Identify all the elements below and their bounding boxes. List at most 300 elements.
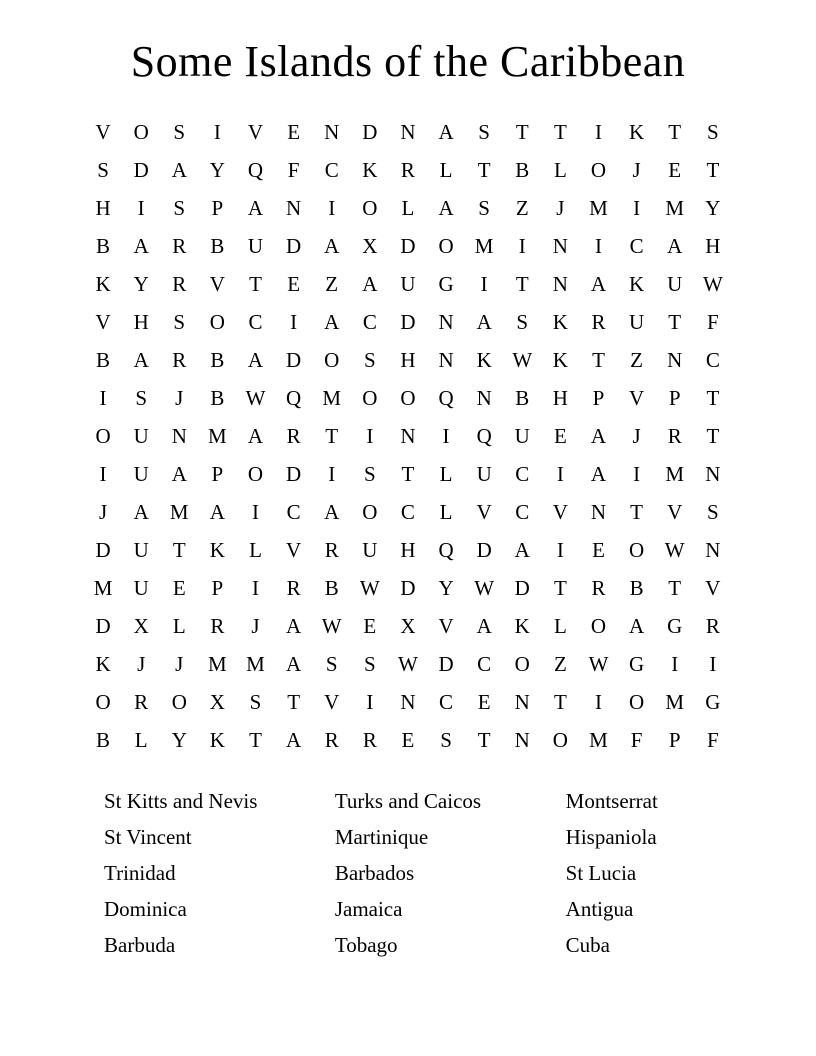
grid-cell: D [400, 234, 416, 258]
table-row [84, 113, 732, 151]
grid-cell: T [668, 576, 682, 600]
grid-cell: M [665, 690, 685, 714]
grid-cell: O [362, 386, 378, 410]
word-list [58, 783, 758, 963]
grid-cell: E [363, 614, 377, 638]
grid-cell: I [251, 576, 259, 600]
grid-cell: C [248, 310, 263, 334]
grid-cell: D [400, 310, 416, 334]
grid-cell: O [95, 690, 111, 714]
grid-cell: F [287, 158, 300, 182]
grid-cell: P [668, 728, 681, 752]
page-title: Some Islands of the Caribbean [130, 37, 686, 86]
grid-cell: O [133, 120, 149, 144]
grid-cell: O [552, 728, 568, 752]
grid-cell: C [400, 500, 415, 524]
grid-cell: I [328, 462, 336, 486]
grid-cell: P [592, 386, 605, 410]
grid-cell: H [400, 348, 416, 372]
grid-cell: W [321, 614, 342, 638]
grid-cell: U [362, 538, 378, 562]
list-item: Turks and Caicos [334, 789, 482, 813]
grid-cell: S [363, 462, 376, 486]
grid-cell: L [439, 500, 453, 524]
grid-cell: V [438, 614, 454, 638]
grid-cell: R [286, 576, 301, 600]
grid-cell: D [476, 538, 492, 562]
grid-cell: J [556, 196, 565, 220]
grid-cell: T [630, 500, 643, 524]
grid-cell: L [439, 158, 453, 182]
grid-cell: V [476, 500, 492, 524]
grid-cell: T [172, 538, 186, 562]
grid-cell: P [668, 386, 681, 410]
grid-cell: R [172, 348, 187, 372]
table-row [84, 227, 732, 265]
grid-cell: S [707, 120, 719, 144]
grid-cell: A [286, 728, 302, 752]
grid-cell: B [210, 348, 225, 372]
grid-cell: A [476, 614, 492, 638]
grid-cell: Y [705, 196, 721, 220]
grid-cell: N [324, 120, 340, 144]
grid-cell: N [705, 462, 721, 486]
grid-cell: A [362, 272, 378, 296]
grid-cell: Q [438, 386, 454, 410]
grid-cell: A [286, 614, 302, 638]
grid-cell: A [324, 310, 340, 334]
grid-cell: K [95, 272, 111, 296]
grid-cell: E [401, 728, 415, 752]
grid-cell: K [209, 728, 225, 752]
grid-cell: B [96, 728, 111, 752]
list-item: Trinidad [104, 861, 176, 885]
grid-cell: S [478, 196, 490, 220]
grid-cell: I [328, 196, 336, 220]
grid-cell: D [95, 538, 111, 562]
grid-cell: I [99, 386, 107, 410]
grid-cell: Q [476, 424, 492, 448]
grid-cell: P [211, 462, 224, 486]
grid-cell: P [211, 196, 224, 220]
grid-cell: C [324, 158, 339, 182]
grid-cell: L [172, 614, 186, 638]
grid-cell: T [668, 310, 682, 334]
grid-cell: R [591, 310, 606, 334]
grid-cell: L [401, 196, 415, 220]
grid-cell: V [286, 538, 302, 562]
grid-cell: I [366, 690, 374, 714]
grid-cell: A [324, 234, 340, 258]
grid-cell: A [590, 272, 607, 296]
grid-cell: U [629, 310, 645, 334]
grid-cell: O [362, 196, 378, 220]
grid-cell: T [515, 120, 529, 144]
grid-cell: Q [286, 386, 302, 410]
grid-cell: I [251, 500, 259, 524]
grid-cell: V [552, 500, 568, 524]
list-item: St Lucia [565, 861, 637, 885]
grid-cell: D [286, 234, 302, 258]
grid-cell: N [400, 690, 416, 714]
grid-cell: N [400, 424, 416, 448]
grid-cell: S [707, 500, 719, 524]
grid-cell: A [171, 462, 187, 486]
grid-cell: M [246, 652, 265, 676]
grid-cell: V [209, 272, 225, 296]
grid-cell: W [588, 652, 609, 676]
grid-cell: A [247, 348, 264, 372]
grid-cell: I [594, 234, 602, 258]
grid-cell: Y [209, 158, 225, 182]
grid-cell: N [552, 234, 568, 258]
grid-cell: C [362, 310, 377, 334]
grid-cell: H [705, 234, 721, 258]
grid-cell: W [245, 386, 266, 410]
word-list-column-3 [566, 783, 758, 963]
grid-cell: N [438, 310, 454, 334]
grid-cell: U [514, 424, 530, 448]
grid-cell: M [474, 234, 494, 258]
grid-cell: E [668, 158, 682, 182]
grid-cell: Y [171, 728, 187, 752]
grid-cell: Z [515, 196, 529, 220]
grid-cell: A [667, 234, 683, 258]
grid-cell: C [439, 690, 454, 714]
table-row [84, 151, 732, 189]
grid-cell: S [249, 690, 262, 714]
grid-cell: A [209, 500, 225, 524]
grid-cell: J [98, 500, 108, 524]
grid-cell: G [629, 652, 645, 676]
grid-cell: T [553, 690, 567, 714]
grid-cell: T [249, 272, 262, 296]
grid-cell: R [324, 538, 339, 562]
table-row [84, 455, 732, 493]
table-row [84, 721, 732, 759]
grid-cell: O [438, 234, 454, 258]
grid-cell: T [401, 462, 415, 486]
grid-cell: Q [247, 158, 264, 182]
grid-cell: S [325, 652, 338, 676]
grid-cell: B [629, 576, 644, 600]
grid-cell: B [210, 386, 225, 410]
grid-cell: S [173, 196, 186, 220]
grid-cell: U [476, 462, 492, 486]
grid-cell: O [629, 690, 645, 714]
grid-cell: I [366, 424, 374, 448]
grid-cell: M [589, 196, 608, 220]
grid-cell: J [251, 614, 260, 638]
grid-cell: D [286, 462, 302, 486]
grid-cell: E [592, 538, 605, 562]
list-item: Montserrat [565, 789, 658, 813]
grid-cell: T [515, 272, 529, 296]
table-row [84, 645, 732, 683]
grid-cell: W [474, 576, 495, 600]
grid-cell: T [249, 728, 262, 752]
grid-cell: O [590, 614, 607, 638]
grid-cell: S [173, 310, 186, 334]
letter-grid [84, 113, 732, 759]
grid-cell: I [709, 652, 717, 676]
grid-cell: P [211, 576, 224, 600]
grid-cell: C [515, 462, 530, 486]
grid-cell: Z [630, 348, 643, 372]
grid-cell: C [286, 500, 301, 524]
grid-cell: I [594, 690, 602, 714]
table-row [84, 303, 732, 341]
grid-cell: S [97, 158, 109, 182]
list-item: Martinique [334, 825, 429, 849]
grid-cell: A [590, 462, 607, 486]
grid-cell: T [592, 348, 605, 372]
grid-cell: R [705, 614, 720, 638]
grid-cell: I [442, 424, 450, 448]
grid-cell: R [286, 424, 301, 448]
table-row [84, 493, 732, 531]
grid-cell: J [175, 386, 184, 410]
grid-cell: J [137, 652, 146, 676]
grid-cell: I [518, 234, 526, 258]
grid-cell: N [552, 272, 568, 296]
grid-cell: I [671, 652, 679, 676]
grid-cell: T [477, 158, 491, 182]
grid-cell: O [514, 652, 530, 676]
grid-cell: S [478, 120, 490, 144]
grid-cell: R [362, 728, 377, 752]
list-item: Cuba [565, 933, 610, 957]
grid-cell: F [707, 728, 719, 752]
table-row [84, 189, 732, 227]
grid-cell: O [590, 158, 607, 182]
grid-cell: K [629, 272, 645, 296]
grid-cell: R [134, 690, 149, 714]
grid-cell: K [209, 538, 225, 562]
grid-cell: O [95, 424, 111, 448]
grid-cell: E [287, 272, 301, 296]
grid-cell: N [667, 348, 683, 372]
grid-cell: X [209, 690, 225, 714]
grid-cell: B [96, 348, 111, 372]
grid-cell: M [665, 462, 685, 486]
list-item: Hispaniola [565, 825, 657, 849]
grid-cell: A [629, 614, 645, 638]
grid-cell: N [400, 120, 416, 144]
grid-cell: G [705, 690, 721, 714]
grid-cell: G [438, 272, 454, 296]
grid-cell: O [362, 500, 378, 524]
grid-cell: M [93, 576, 113, 600]
grid-cell: D [95, 614, 111, 638]
grid-cell: A [247, 196, 264, 220]
grid-cell: D [286, 348, 302, 372]
grid-cell: N [590, 500, 607, 524]
grid-cell: D [362, 120, 378, 144]
grid-cell: T [706, 158, 720, 182]
grid-cell: E [477, 690, 491, 714]
grid-cell: K [95, 652, 111, 676]
grid-cell: Y [438, 576, 454, 600]
grid-cell: K [476, 348, 492, 372]
word-list-column-2 [335, 783, 566, 963]
grid-cell: A [514, 538, 530, 562]
grid-cell: K [552, 310, 568, 334]
grid-cell: T [706, 424, 720, 448]
grid-cell: T [325, 424, 339, 448]
grid-cell: I [633, 196, 641, 220]
grid-cell: H [552, 386, 568, 410]
grid-cell: V [667, 500, 683, 524]
grid-cell: Z [553, 652, 567, 676]
grid-cell: W [664, 538, 685, 562]
grid-cell: T [706, 386, 720, 410]
grid-cell: N [705, 538, 721, 562]
grid-cell: N [514, 690, 530, 714]
grid-cell: W [702, 272, 723, 296]
grid-cell: N [476, 386, 492, 410]
grid-cell: O [247, 462, 264, 486]
grid-cell: J [175, 652, 184, 676]
grid-cell: D [133, 158, 149, 182]
grid-cell: D [438, 652, 454, 676]
grid-cell: O [400, 386, 416, 410]
grid-cell: M [322, 386, 342, 410]
grid-cell: F [707, 310, 719, 334]
grid-cell: Q [438, 538, 454, 562]
grid-cell: U [133, 462, 149, 486]
grid-cell: R [210, 614, 225, 638]
table-row [84, 265, 732, 303]
grid-cell: B [515, 386, 530, 410]
grid-cell: U [133, 576, 149, 600]
grid-cell: V [95, 310, 111, 334]
grid-cell: V [95, 120, 111, 144]
grid-cell: I [480, 272, 488, 296]
grid-cell: G [667, 614, 683, 638]
grid-cell: H [400, 538, 416, 562]
grid-cell: J [632, 158, 641, 182]
grid-cell: N [286, 196, 302, 220]
word-list-column-1 [104, 783, 335, 963]
list-item: St Kitts and Nevis [104, 789, 258, 813]
grid-cell: I [633, 462, 641, 486]
grid-cell: M [208, 424, 227, 448]
grid-cell: O [324, 348, 340, 372]
grid-cell: I [99, 462, 107, 486]
grid-cell: A [133, 500, 149, 524]
table-row [84, 569, 732, 607]
grid-cell: D [400, 576, 416, 600]
grid-cell: L [134, 728, 148, 752]
grid-cell: L [249, 538, 262, 562]
grid-cell: M [169, 500, 189, 524]
grid-cell: V [629, 386, 645, 410]
grid-cell: W [398, 652, 418, 676]
grid-cell: S [516, 310, 529, 334]
grid-cell: R [667, 424, 682, 448]
table-row [84, 417, 732, 455]
grid-cell: S [440, 728, 452, 752]
grid-cell: U [400, 272, 416, 296]
grid-cell: O [209, 310, 225, 334]
grid-cell: U [133, 538, 149, 562]
grid-cell: L [553, 614, 567, 638]
table-row [84, 341, 732, 379]
grid-cell: B [96, 234, 111, 258]
grid-cell: I [594, 120, 602, 144]
grid-cell: L [553, 158, 567, 182]
grid-cell: M [208, 652, 227, 676]
grid-cell: N [171, 424, 187, 448]
grid-cell: J [632, 424, 641, 448]
grid-cell: A [324, 500, 340, 524]
grid-cell: Y [133, 272, 149, 296]
grid-cell: A [476, 310, 492, 334]
grid-cell: O [171, 690, 187, 714]
grid-cell: I [137, 196, 145, 220]
grid-cell: M [665, 196, 685, 220]
grid-cell: T [668, 120, 682, 144]
grid-cell: T [553, 576, 567, 600]
grid-cell: R [324, 728, 339, 752]
grid-cell: K [362, 158, 378, 182]
grid-cell: S [363, 348, 376, 372]
grid-cell: A [133, 234, 149, 258]
grid-cell: F [630, 728, 643, 752]
grid-cell: S [135, 386, 147, 410]
list-item: Barbuda [104, 933, 176, 957]
grid-cell: E [287, 120, 301, 144]
letter-grid-body [84, 113, 732, 759]
grid-cell: E [553, 424, 567, 448]
grid-cell: D [514, 576, 530, 600]
grid-cell: N [514, 728, 530, 752]
grid-cell: U [247, 234, 264, 258]
grid-cell: I [556, 462, 564, 486]
grid-cell: S [173, 120, 186, 144]
list-item: Antigua [565, 897, 634, 921]
grid-cell: R [172, 234, 187, 258]
grid-cell: R [172, 272, 187, 296]
grid-cell: H [133, 310, 149, 334]
list-item: St Vincent [104, 825, 192, 849]
grid-cell: T [287, 690, 301, 714]
list-item: Jamaica [334, 897, 403, 921]
grid-cell: X [133, 614, 149, 638]
grid-cell: V [705, 576, 721, 600]
table-row [84, 683, 732, 721]
grid-cell: X [362, 234, 378, 258]
grid-cell: V [247, 120, 264, 144]
list-item: Tobago [334, 933, 398, 957]
grid-cell: U [133, 424, 149, 448]
grid-cell: H [95, 196, 111, 220]
grid-cell: A [286, 652, 302, 676]
grid-cell: W [512, 348, 533, 372]
grid-cell: Z [325, 272, 339, 296]
grid-cell: V [324, 690, 340, 714]
grid-cell: B [515, 158, 530, 182]
grid-cell: W [359, 576, 380, 600]
grid-cell: R [400, 158, 415, 182]
grid-cell: U [667, 272, 683, 296]
grid-cell: I [290, 310, 298, 334]
table-row [84, 379, 732, 417]
grid-cell: A [438, 196, 454, 220]
grid-cell: C [705, 348, 720, 372]
grid-cell: R [591, 576, 606, 600]
